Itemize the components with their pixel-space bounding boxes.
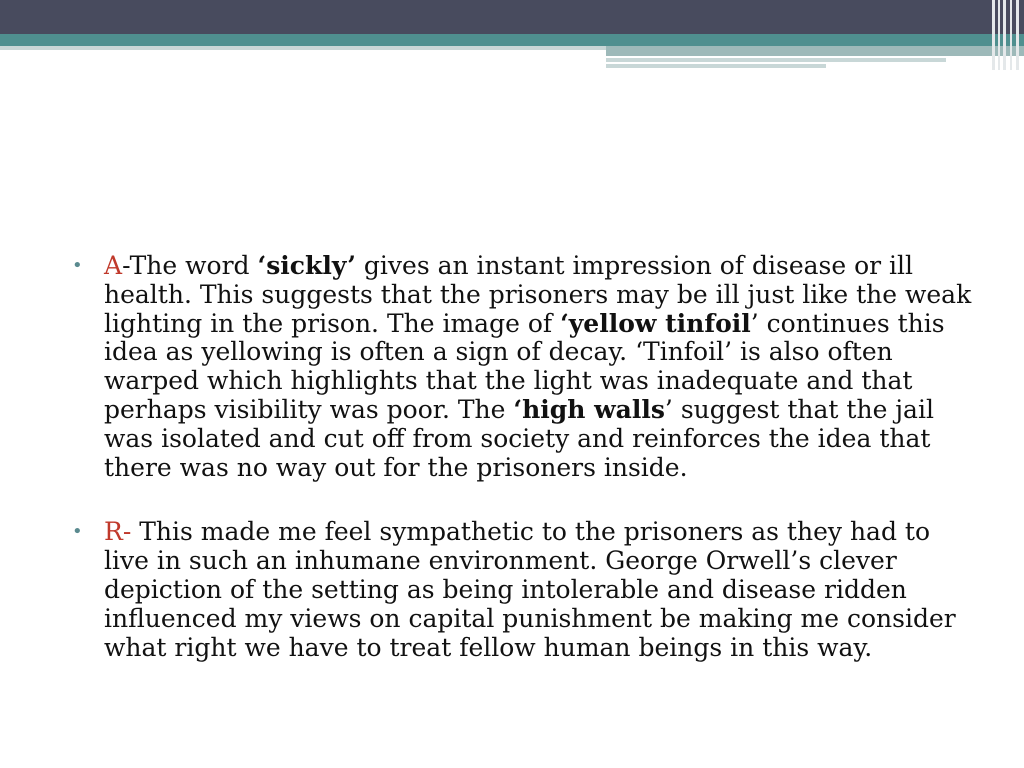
quote-yellow-tinfoil: ‘yellow tinfoil	[560, 308, 751, 338]
bullet-icon: •	[72, 521, 83, 543]
quote-sickly: ‘sickly’	[257, 251, 356, 280]
header-dark-bar	[0, 0, 1024, 34]
bullet-icon: •	[72, 255, 83, 276]
header-light-band	[0, 46, 606, 50]
bullet-a-text-3: ’ continues this idea as yellowing is often a sign of decay. ‘Tinfoil’ is also often warped which highlights that the light was inadequate and that perhaps visibility was poor. The	[104, 308, 945, 424]
bullet-r-text: This made me feel sympathetic to the prisoners as they had to live in such an inhumane environment. George Orwell’s clever depiction of the setting as being intolerable and disease ridden influenced my views on capital punishment be making me consider what right we have to treat fellow human beings in this way.	[104, 517, 956, 662]
header-right-strip-thin	[606, 58, 946, 62]
bullet-r-lead: R-	[104, 517, 132, 547]
header-right-strip	[606, 46, 1024, 56]
bullet-a-text-4: ’ suggest that the jail was isolated and cut off from society and reinforces the idea that there was no way out for the prisoners inside.	[104, 394, 934, 482]
header-right-strip-short	[606, 64, 826, 68]
quote-high-walls: ‘high walls	[513, 394, 665, 424]
bullet-a-lead: A	[104, 251, 123, 280]
bullet-a-text-2: gives an instant impression of disease or ill health. This suggests that the prisoners may be ill just like the weak lighting in the prison. The image of	[104, 251, 972, 338]
header-vertical-lines	[990, 0, 1024, 70]
bullet-a	[72, 252, 972, 482]
bullet-r	[72, 518, 972, 662]
bullet-a-text-1: -The word	[122, 251, 258, 280]
header-teal-band	[0, 34, 1024, 46]
slide-body	[72, 252, 972, 698]
